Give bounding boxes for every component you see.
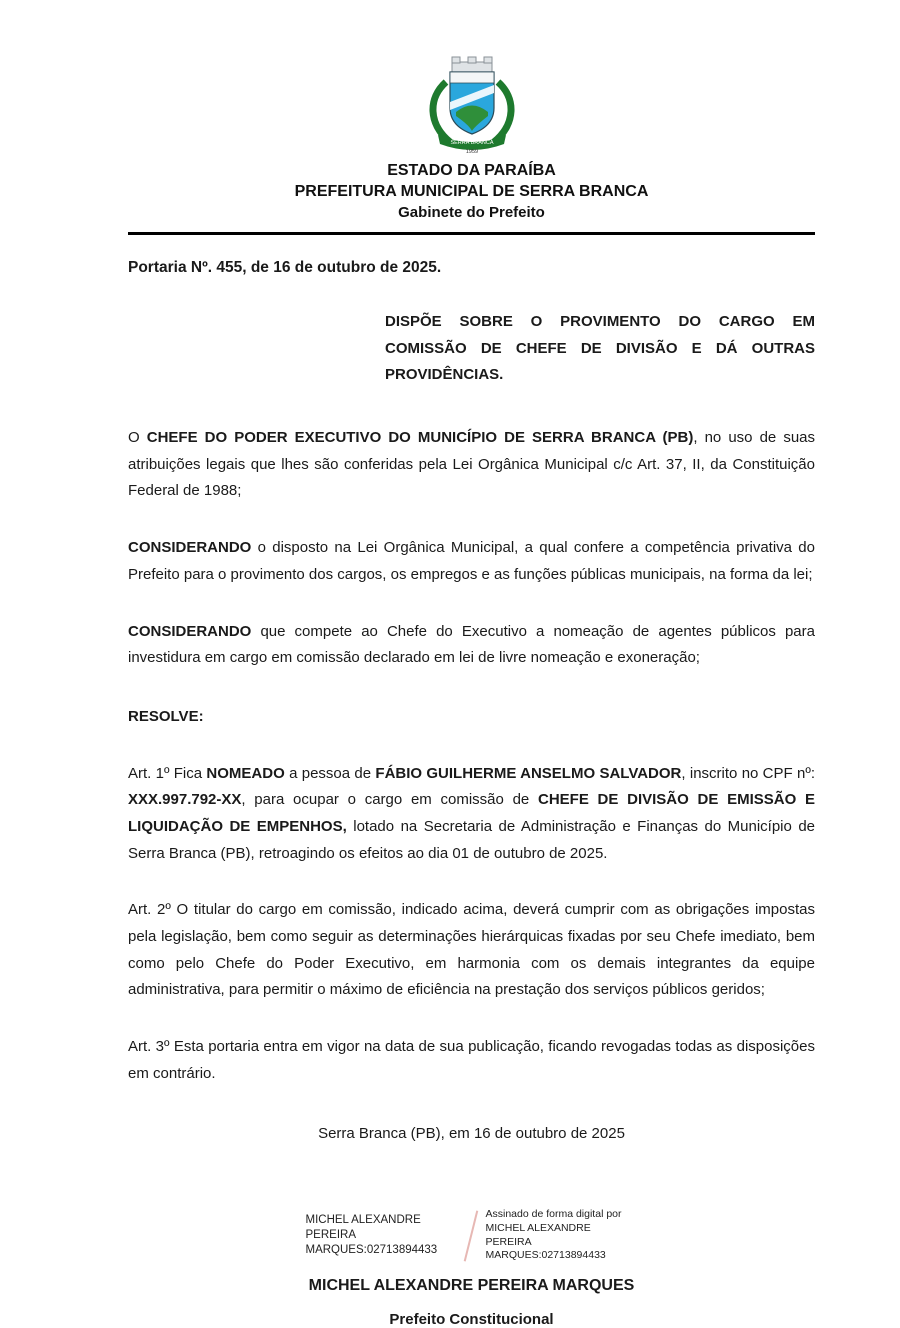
signer-role: Prefeito Constitucional — [389, 1311, 554, 1328]
signature-area — [128, 1208, 815, 1328]
signature-stamp-divider — [463, 1210, 478, 1261]
letterhead — [128, 160, 815, 223]
document-title: Portaria Nº. 455, de 16 de outubro de 2025. — [128, 259, 442, 276]
document-summary: DISPÕE SOBRE O PROVIMENTO DO CARGO EM COMISSÃO DE CHEFE DE DIVISÃO E DÁ OUTRAS PROVIDÊNCIAS. — [385, 313, 815, 384]
paragraph-art-3: Art. 3º Esta portaria entra em vigor na data de sua publicação, ficando revogadas todas as disposições em contrário. — [128, 1038, 815, 1082]
paragraph-considerando-1: CONSIDERANDO o disposto na Lei Orgânica Municipal, a qual confere a competência privativa do Prefeito para o provimento dos cargos, os empregos e as funções públicas municipais, na forma da lei; — [128, 539, 815, 583]
paragraph-resolve: RESOLVE: — [128, 707, 204, 725]
letterhead-municipality: PREFEITURA MUNICIPAL DE SERRA BRANCA — [294, 183, 649, 200]
paragraph-art-2: Art. 2º O titular do cargo em comissão, indicado acima, deverá cumprir com as obrigações impostas pela legislação, bem como seguir as determinações hierárquicas fixadas por seu Chefe imediato, bem como pelo Chefe do Poder Executivo, em harmonia com os demais integrantes da equipe administrativa, para permitir o máximo de eficiência na prestação dos serviços públicos geridos; — [128, 901, 815, 999]
header-rule — [128, 232, 815, 235]
signer-name: MICHEL ALEXANDRE PEREIRA MARQUES — [308, 1277, 635, 1294]
laurel-right — [494, 82, 511, 142]
crest-year: 1959 — [465, 149, 478, 155]
signature-stamp-identity: MICHEL ALEXANDRE PEREIRA MARQUES:02713894433 — [305, 1214, 438, 1257]
dateline: Serra Branca (PB), em 16 de outubro de 2025 — [318, 1125, 625, 1143]
letterhead-office: Gabinete do Prefeito — [398, 204, 545, 221]
paragraph-preamble: O CHEFE DO PODER EXECUTIVO DO MUNICÍPIO DE SERRA BRANCA (PB), no uso de suas atribuições legais que lhes são conferidas pela Lei Orgânica Municipal c/c Art. 37, II, da Constituição Federal de 1988; — [128, 429, 816, 500]
crown-merlon — [484, 57, 492, 63]
paragraph-art-1: Art. 1º Fica NOMEADO a pessoa de FÁBIO GUILHERME ANSELMO SALVADOR, inscrito no CPF nº: XXX.997.792-XX, para ocupar o cargo em comissão de CHEFE DE DIVISÃO DE EMISSÃO E LIQUIDAÇÃO DE EMPENHOS, lotado na Secretaria de Administração e Finanças do Município de Serra Branca (PB), retroagindo os efeitos ao dia 01 de outubro de 2025. — [128, 764, 815, 862]
digital-signature-stamp — [128, 1208, 815, 1263]
signature-stamp-statement: Assinado de forma digital por MICHEL ALEXANDRE PEREIRA MARQUES:02713894433 — [485, 1208, 622, 1262]
crown-merlon — [468, 57, 476, 63]
crown-merlon — [452, 57, 460, 63]
shield-chief — [450, 72, 494, 83]
letterhead-state: ESTADO DA PARAÍBA — [387, 162, 556, 179]
serra-branca-coat-of-arms-icon — [414, 52, 530, 154]
paragraph-considerando-2: CONSIDERANDO que compete ao Chefe do Executivo a nomeação de agentes públicos para investidura em cargo em comissão declarado em lei de livre nomeação e exoneração; — [128, 622, 815, 667]
laurel-left — [432, 82, 449, 142]
ribbon-text: SERRA BRANCA — [449, 140, 494, 146]
